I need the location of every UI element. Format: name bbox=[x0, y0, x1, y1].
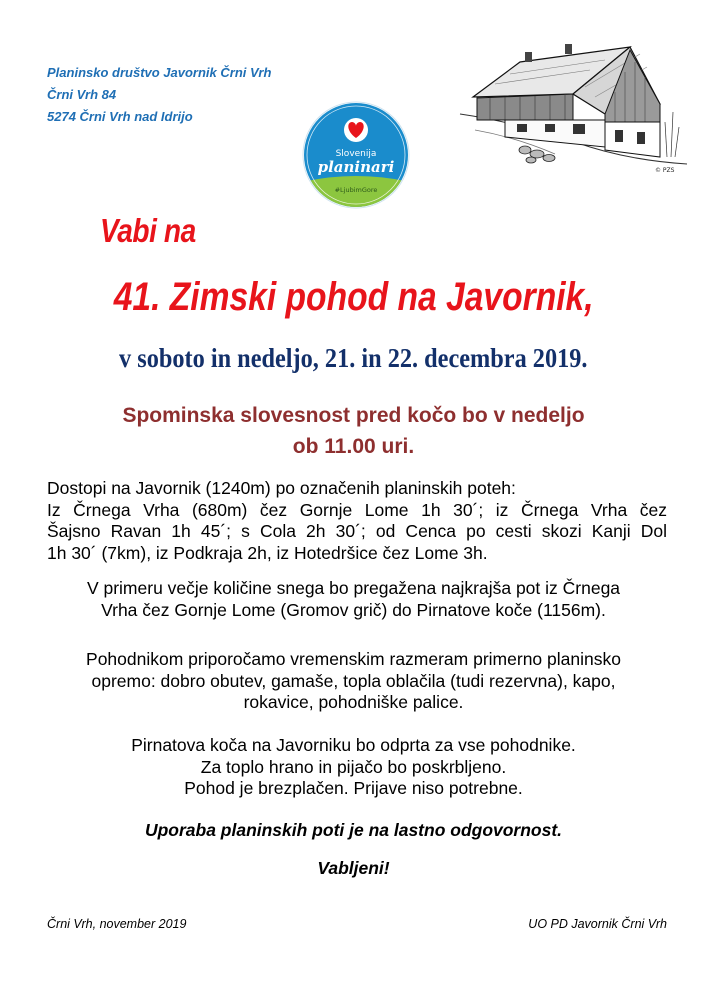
ceremony-line-2: ob 11.00 uri. bbox=[292, 435, 415, 458]
snow-notice bbox=[0, 578, 707, 621]
access-line: 1h 30´ (7km), iz Podkraja 2h, iz Hotedršice čez Lome 3h. bbox=[47, 542, 488, 563]
access-line: Iz Črnega Vrha (680m) čez Gornje Lome 1h 30´; iz Črnega Vrha čez bbox=[47, 499, 667, 520]
event-dates bbox=[0, 343, 707, 374]
equipment-line: Pohodnikom priporočamo vremenskim razmeram primerno planinsko bbox=[86, 649, 621, 669]
footer-place-date: Črni Vrh, november 2019 bbox=[47, 917, 187, 931]
access-routes bbox=[47, 478, 667, 564]
welcome-text: Vabljeni! bbox=[317, 858, 390, 878]
ceremony-notice bbox=[0, 400, 707, 462]
equipment-line: rokavice, pohodniške palice. bbox=[243, 692, 464, 712]
svg-text:Slovenija: Slovenija bbox=[335, 149, 377, 159]
access-line: Šajsno Ravan 1h 45´; s Cola 2h 30´; od Cenca po cesti skozi Kanji Dol bbox=[47, 521, 667, 541]
hut-info-line: Za toplo hrano in pijačo bo poskrbljeno. bbox=[200, 756, 507, 777]
event-title bbox=[0, 275, 707, 320]
hut-info-line: Pirnatova koča na Javorniku bo odprta za vse pohodnike. bbox=[131, 735, 576, 755]
access-line: Dostopi na Javornik (1240m) po označenih planinskih poteh: bbox=[47, 478, 516, 498]
svg-text:© PZS: © PZS bbox=[655, 167, 675, 174]
slovenija-planinari-logo bbox=[302, 100, 410, 210]
svg-text:planinari: planinari bbox=[317, 158, 395, 176]
hut-info bbox=[0, 735, 707, 800]
equipment-line: opremo: dobro obutev, gamaše, topla oblačila (tudi rezervna), kapo, bbox=[91, 670, 616, 691]
equipment-recommendation bbox=[0, 649, 707, 714]
ceremony-line-1: Spominska slovesnost pred kočo bo v nedeljo bbox=[122, 404, 585, 427]
svg-text:#LjubimGore: #LjubimGore bbox=[334, 186, 378, 194]
organization-name: Planinsko društvo Javornik Črni Vrh bbox=[47, 65, 272, 80]
organization-city: 5274 Črni Vrh nad Idrijo bbox=[47, 109, 193, 124]
hut-info-line: Pohod je brezplačen. Prijave niso potrebne. bbox=[184, 778, 523, 798]
footer-signature: UO PD Javornik Črni Vrh bbox=[528, 917, 667, 931]
organization-address bbox=[47, 62, 271, 128]
invitation-intro: Vabi na bbox=[100, 212, 196, 249]
event-title-text: 41. Zimski pohod na Javornik, bbox=[113, 275, 594, 319]
snow-notice-line: V primeru večje količine snega bo pregažena najkrajša pot iz Črnega bbox=[86, 578, 621, 598]
mountain-hut-illustration bbox=[455, 42, 690, 177]
organization-street: Črni Vrh 84 bbox=[47, 87, 117, 102]
event-dates-text: v soboto in nedeljo, 21. in 22. decembra 2019. bbox=[119, 343, 588, 373]
responsibility-disclaimer: Uporaba planinskih poti je na lastno odgovornost. bbox=[144, 820, 563, 840]
snow-notice-line: Vrha čez Gornje Lome (Gromov grič) do Pirnatove koče (1156m). bbox=[101, 599, 606, 620]
